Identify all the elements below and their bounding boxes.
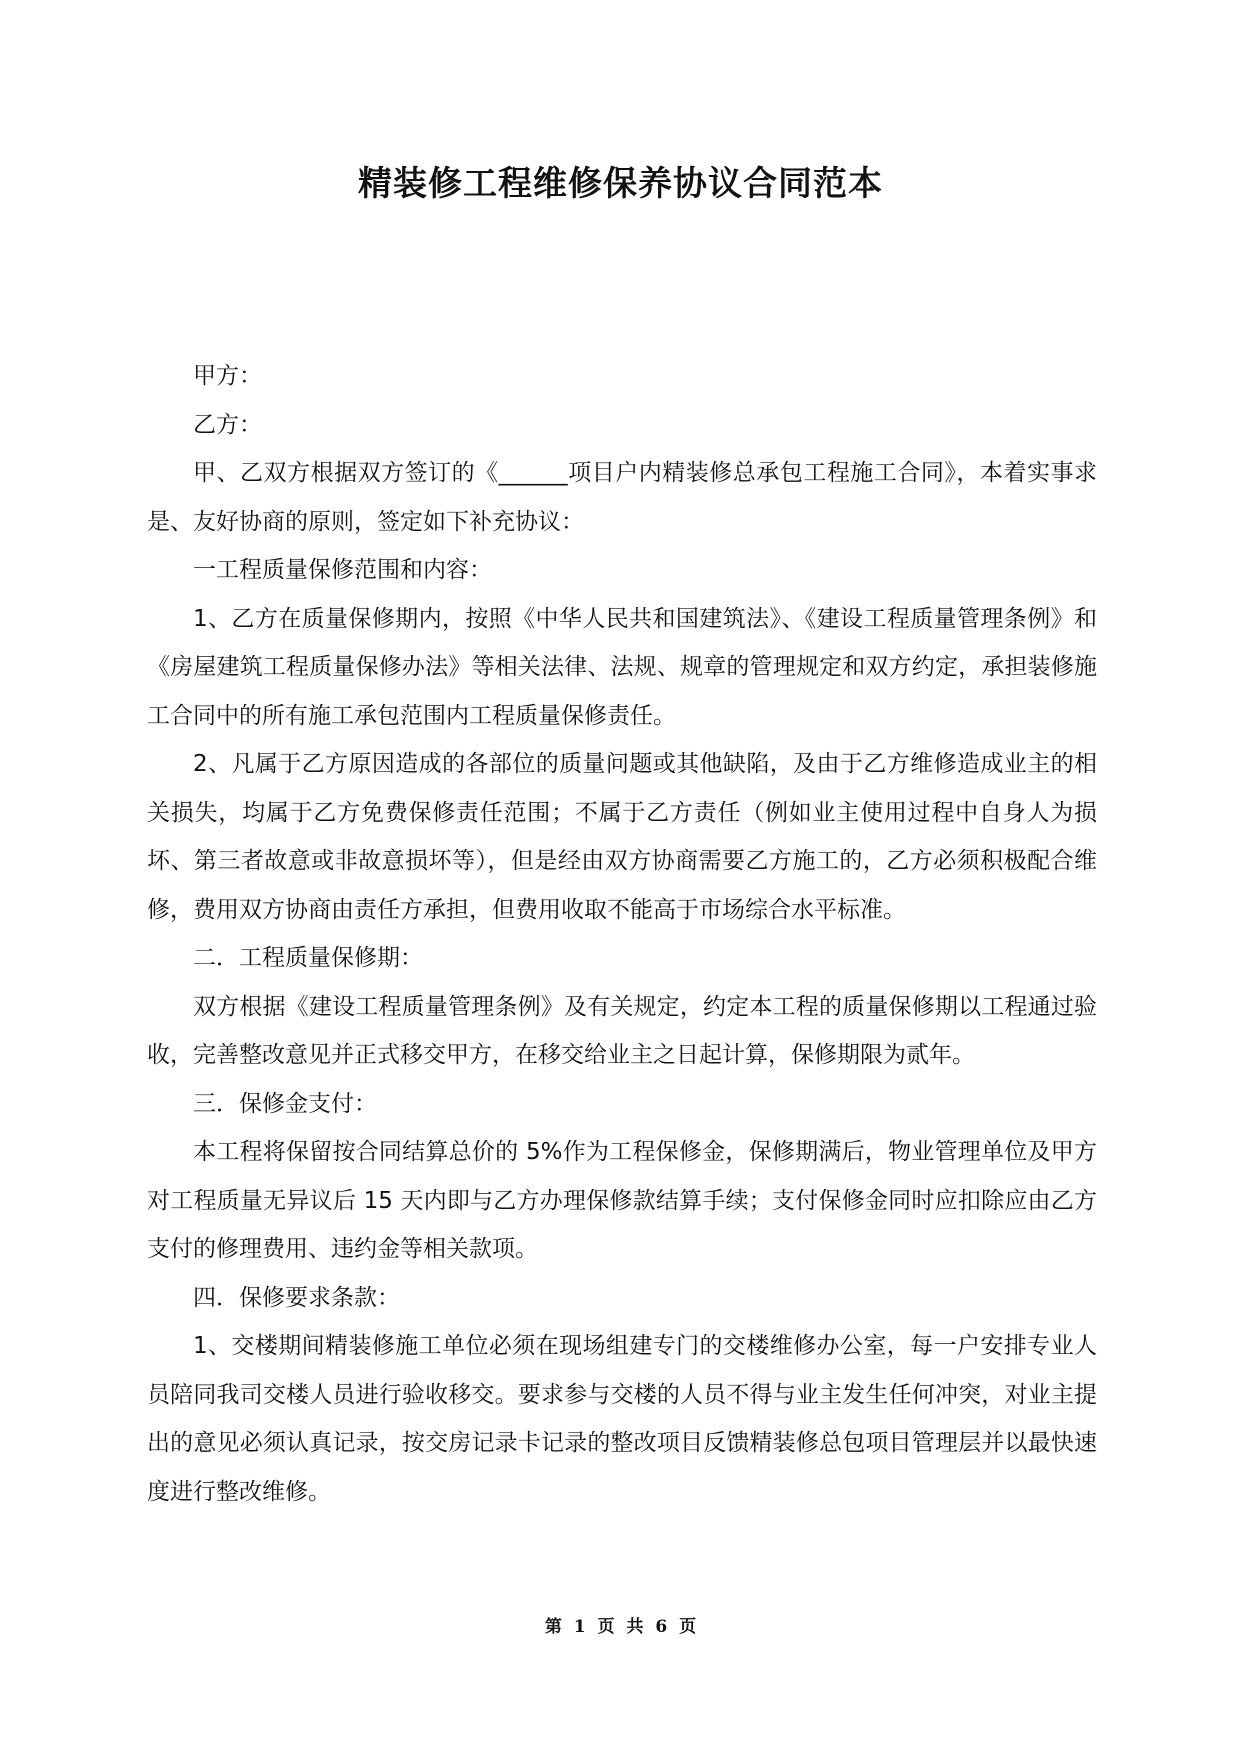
clause-3: 本工程将保留按合同结算总价的 5%作为工程保修金，保修期满后，物业管理单位及甲方对工程质量无异议后 15 天内即与乙方办理保修款结算手续；支付保修金同时应扣除应由乙方支付的修理费用、违约金等相关款项。: [147, 1139, 1097, 1262]
clause-1-1: 1、乙方在质量保修期内，按照《中华人民共和国建筑法》、《建设工程质量管理条例》和《房屋建筑工程质量保修办法》等相关法律、法规、规章的管理规定和双方约定，承担装修施工合同中的所有施工承包范围内工程质量保修责任。: [147, 605, 1097, 729]
section-heading-4: 四．保修要求条款：: [193, 1284, 400, 1311]
document-body: [147, 352, 1097, 1516]
section-heading-2: 二．工程质量保修期：: [193, 945, 423, 971]
clause-2: 双方根据《建设工程质量管理条例》及有关规定，约定本工程的质量保修期以工程通过验收，完善整改意见并正式移交甲方，在移交给业主之日起计算，保修期限为贰年。: [147, 993, 1097, 1068]
page-number-footer: 第 1 页 共 6 页: [544, 1617, 697, 1637]
clause-4-1: 1、交楼期间精装修施工单位必须在现场组建专门的交楼维修办公室，每一户安排专业人员陪同我司交楼人员进行验收移交。要求参与交楼的人员不得与业主发生任何冲突，对业主提出的意见必须认真记录，按交房记录卡记录的整改项目反馈精装修总包项目管理层并以最快速度进行整改维修。: [147, 1333, 1097, 1505]
section-heading-1: 一工程质量保修范围和内容：: [193, 557, 492, 583]
section-heading-3: 三．保修金支付：: [193, 1090, 377, 1117]
document-title: 精装修工程维修保养协议合同范本: [358, 164, 883, 204]
party-a-line: 甲方：: [193, 363, 262, 389]
preamble-paragraph: 甲、乙双方根据双方签订的《______项目户内精装修总承包工程施工合同》，本着实事求是、友好协商的原则，签定如下补充协议：: [147, 460, 1097, 535]
party-b-line: 乙方：: [193, 411, 262, 438]
clause-1-2: 2、凡属于乙方原因造成的各部位的质量问题或其他缺陷，及由于乙方维修造成业主的相关损失，均属于乙方免费保修责任范围；不属于乙方责任（例如业主使用过程中自身人为损坏、第三者故意或非故意损坏等），但是经由双方协商需要乙方施工的，乙方必须积极配合维修，费用双方协商由责任方承担，但费用收取不能高于市场综合水平标准。: [147, 751, 1097, 923]
